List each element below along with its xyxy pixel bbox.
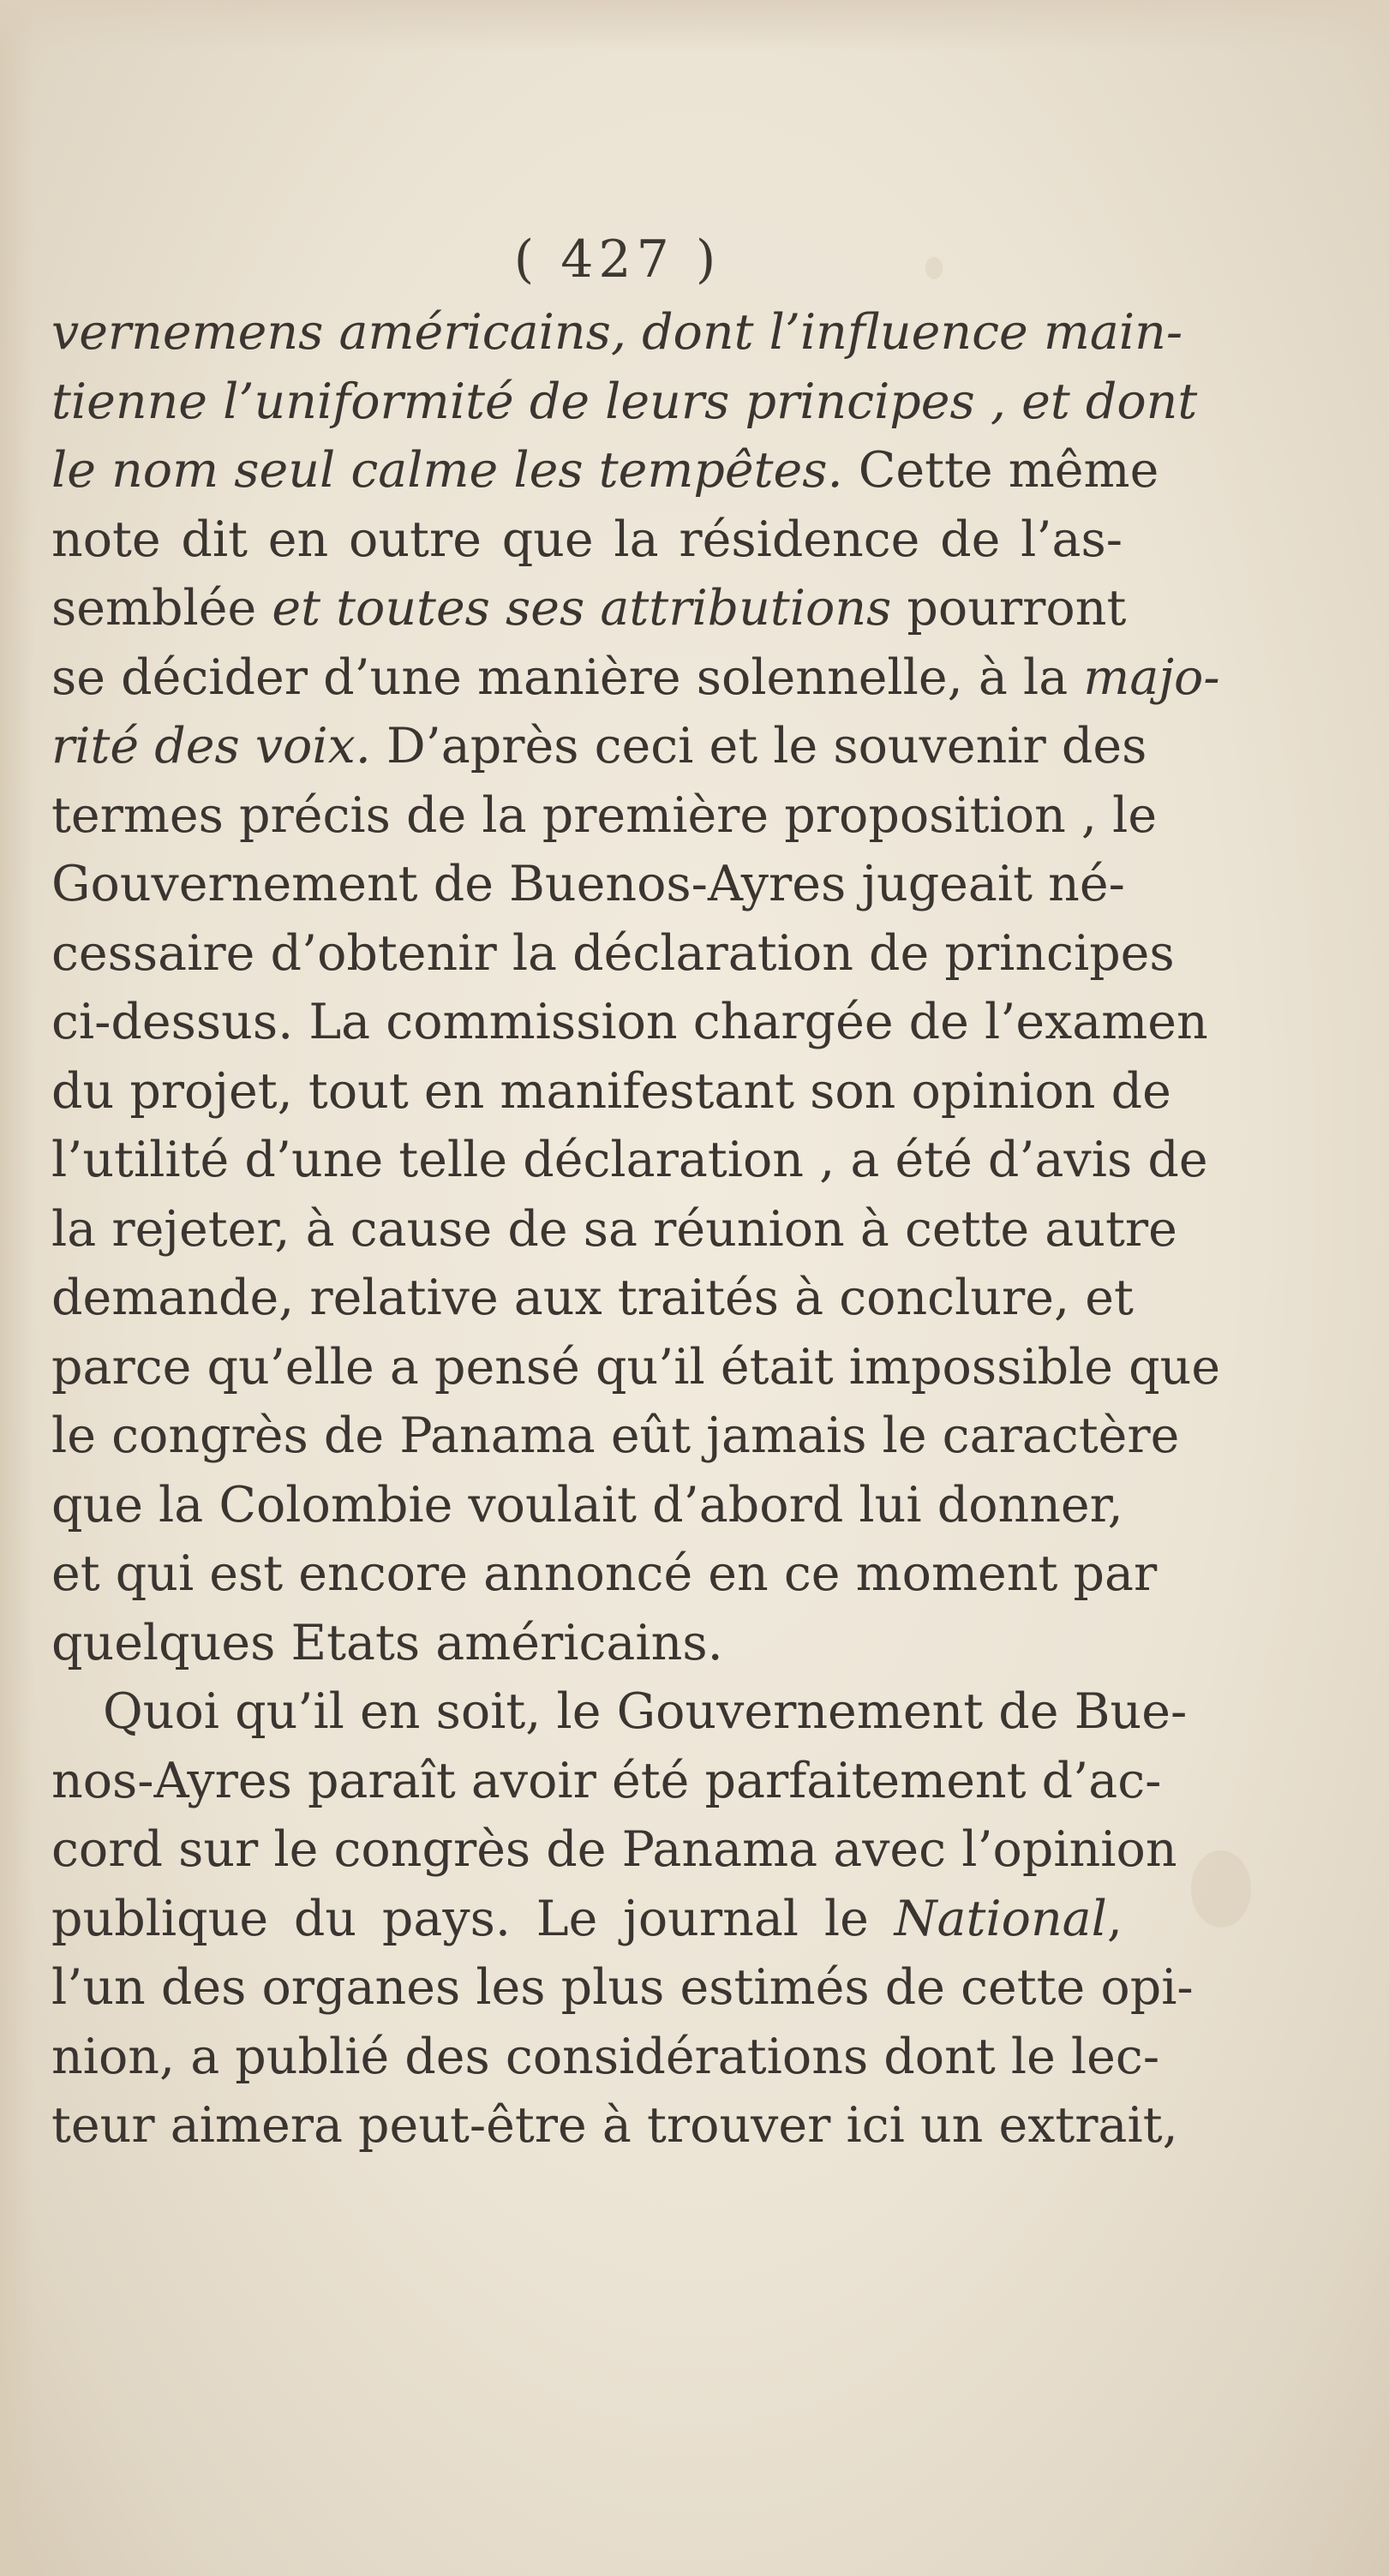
text-segment: l’un des organes les plus estimés de cette opi- xyxy=(51,1959,1194,2016)
text-segment: semblée xyxy=(51,580,272,637)
italic-text: rité des voix. xyxy=(51,718,371,774)
text-segment: Cette même xyxy=(858,442,1159,499)
text-segment: nion, a publié des considérations dont le lec- xyxy=(51,2028,1160,2085)
text-line xyxy=(51,505,1123,575)
italic-text: majo- xyxy=(1083,648,1220,706)
text-segment: , xyxy=(1106,1890,1123,1947)
text-line xyxy=(51,574,1127,643)
text-segment: la rejeter, à cause de sa réunion à cette autre xyxy=(51,1200,1177,1258)
italic-text: National xyxy=(894,1890,1107,1947)
text-line xyxy=(51,643,1220,713)
text-line xyxy=(51,1057,1171,1127)
text-segment: parce qu’elle a pensé qu’il était impossible que xyxy=(51,1338,1221,1396)
italic-text: le nom seul calme les tempêtes. xyxy=(51,442,859,499)
text-line xyxy=(51,2023,1160,2092)
text-line xyxy=(51,781,1158,851)
text-line xyxy=(51,436,1159,505)
text-segment: publique du pays. Le journal le xyxy=(51,1890,895,1947)
text-line xyxy=(51,1539,1158,1609)
text-segment: nos-Ayres paraît avoir été parfaitement d’ac- xyxy=(51,1752,1162,1809)
text-line xyxy=(51,1195,1177,1264)
text-segment: et qui est encore annoncé en ce moment par xyxy=(51,1545,1158,1602)
text-line xyxy=(51,1471,1123,1540)
text-line xyxy=(51,368,1198,437)
italic-text: et toutes ses attributions xyxy=(272,580,892,637)
text-line xyxy=(51,1609,1123,1678)
page-number: ( 427 ) xyxy=(513,230,721,290)
text-segment: ci-dessus. La commission chargée de l’examen xyxy=(51,994,1208,1050)
text-line xyxy=(51,1126,1208,1195)
text-segment: Gouvernement de Buenos-Ayres jugeait né- xyxy=(51,856,1125,912)
paper-stain xyxy=(1191,1850,1251,1928)
text-line xyxy=(51,1747,1162,1816)
italic-text: vernemens américains, dont l’influence main- xyxy=(51,304,1183,361)
text-segment: pourront xyxy=(891,580,1127,637)
italic-text: tienne l’uniformité de leurs principes , et dont xyxy=(51,373,1198,430)
text-line xyxy=(51,2091,1178,2161)
text-line xyxy=(51,298,1183,368)
page-top-shadow xyxy=(0,0,1389,51)
text-line xyxy=(51,1953,1194,2023)
text-segment: cessaire d’obtenir la déclaration de principes xyxy=(51,924,1175,982)
text-segment: teur aimera peut-être à trouver ici un extrait, xyxy=(51,2097,1178,2154)
text-segment: note dit en outre que la résidence de l’as- xyxy=(51,511,1123,568)
body-text xyxy=(51,298,1221,2217)
text-segment: cord sur le congrès de Panama avec l’opinion xyxy=(51,1821,1177,1878)
text-segment: quelques Etats américains. xyxy=(51,1614,723,1671)
text-line xyxy=(51,850,1123,919)
text-segment: Quoi qu’il en soit, le Gouvernement de Bue- xyxy=(103,1683,1188,1740)
text-line xyxy=(51,712,1147,781)
text-line xyxy=(51,1885,1123,1954)
text-segment: l’utilité d’une telle déclaration , a été d’avis de xyxy=(51,1132,1208,1188)
text-line xyxy=(51,1402,1180,1471)
text-segment: le congrès de Panama eût jamais le caractère xyxy=(51,1408,1180,1464)
page-edge-shadow xyxy=(0,0,34,2576)
text-line xyxy=(51,1264,1134,1333)
text-segment: se décider d’une manière solennelle, à la xyxy=(51,648,1084,706)
text-line xyxy=(51,988,1208,1057)
text-segment: termes précis de la première proposition , le xyxy=(51,786,1158,844)
text-segment: que la Colombie voulait d’abord lui donner, xyxy=(51,1476,1123,1533)
text-segment: D’après ceci et le souvenir des xyxy=(370,718,1147,774)
text-segment: demande, relative aux traités à conclure, et xyxy=(51,1270,1134,1326)
text-line xyxy=(51,1677,1188,1747)
text-line xyxy=(51,1815,1177,1885)
text-line xyxy=(51,919,1175,989)
text-line xyxy=(51,1333,1221,1402)
text-segment: du projet, tout en manifestant son opinion de xyxy=(51,1062,1171,1120)
